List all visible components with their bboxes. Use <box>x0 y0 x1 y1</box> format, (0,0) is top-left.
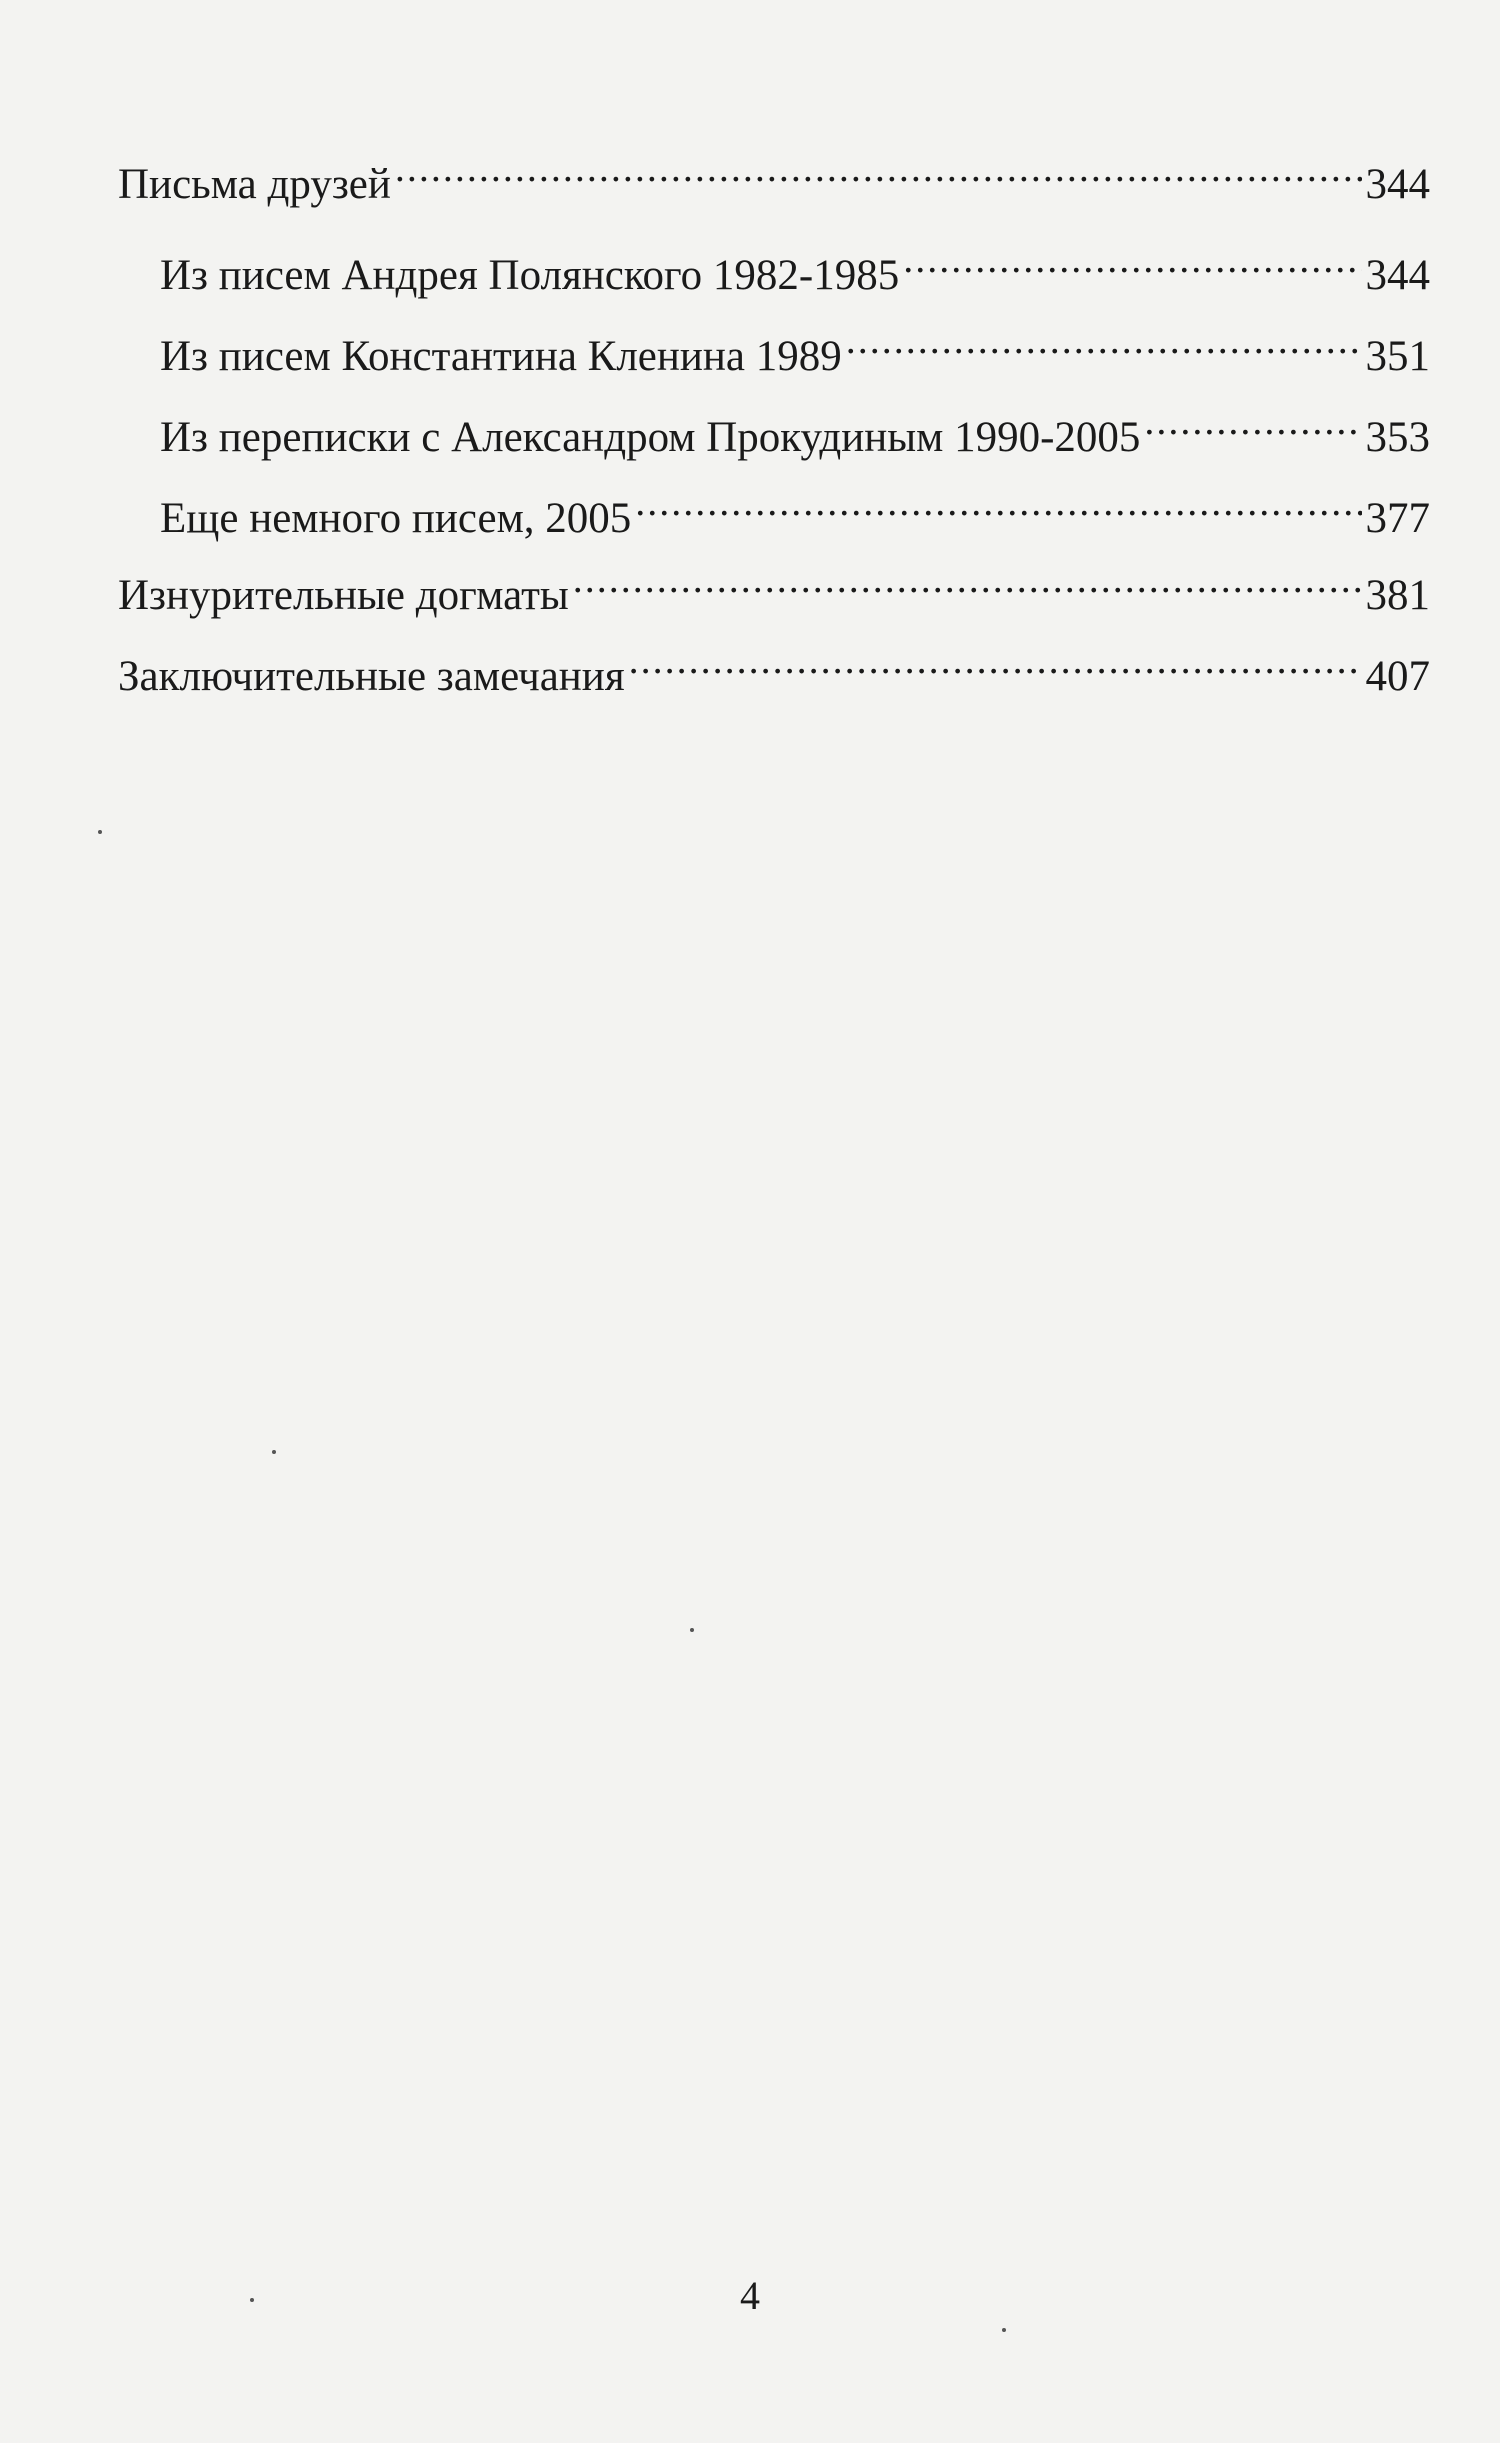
toc-entry-title: Из писем Андрея Полянского 1982-1985 <box>160 252 900 299</box>
toc-dot-leader <box>395 142 1362 198</box>
toc-entry-page: 351 <box>1365 333 1430 380</box>
toc-entry-page: 407 <box>1365 653 1430 700</box>
toc-dot-leader <box>903 233 1361 289</box>
toc-entry <box>118 553 1430 619</box>
toc-dot-leader <box>846 314 1362 370</box>
toc-entry-title: Из писем Константина Кленина 1989 <box>160 333 842 380</box>
toc-entry-title: Письма друзей <box>118 161 391 208</box>
toc-dot-leader <box>635 476 1361 532</box>
toc-entry-title: Изнурительные догматы <box>118 572 569 619</box>
toc-entry-page: 344 <box>1365 252 1430 299</box>
page-number: 4 <box>740 2273 760 2318</box>
toc-entry <box>160 395 1430 461</box>
toc-entry-page: 377 <box>1365 495 1430 542</box>
toc-entry <box>160 314 1430 380</box>
toc-entry <box>160 233 1430 299</box>
toc-entry <box>118 142 1430 208</box>
toc-entry-title: Из переписки с Александром Прокудиным 1990-2005 <box>160 414 1141 461</box>
toc-entry-title: Заключительные замечания <box>118 653 625 700</box>
paper-speck <box>1002 2328 1006 2332</box>
toc-dot-leader <box>573 553 1362 609</box>
toc-entry <box>160 476 1430 542</box>
paper-speck <box>272 1450 276 1454</box>
toc-dot-leader <box>1144 395 1361 451</box>
toc-dot-leader <box>629 634 1362 690</box>
paper-speck <box>690 1628 694 1632</box>
toc-entry-page: 381 <box>1365 572 1430 619</box>
toc-entry-page: 344 <box>1365 161 1430 208</box>
toc-entry-page: 353 <box>1365 414 1430 461</box>
toc-entry <box>118 634 1430 700</box>
toc-entry-title: Еще немного писем, 2005 <box>160 495 632 542</box>
paper-speck <box>98 830 102 834</box>
